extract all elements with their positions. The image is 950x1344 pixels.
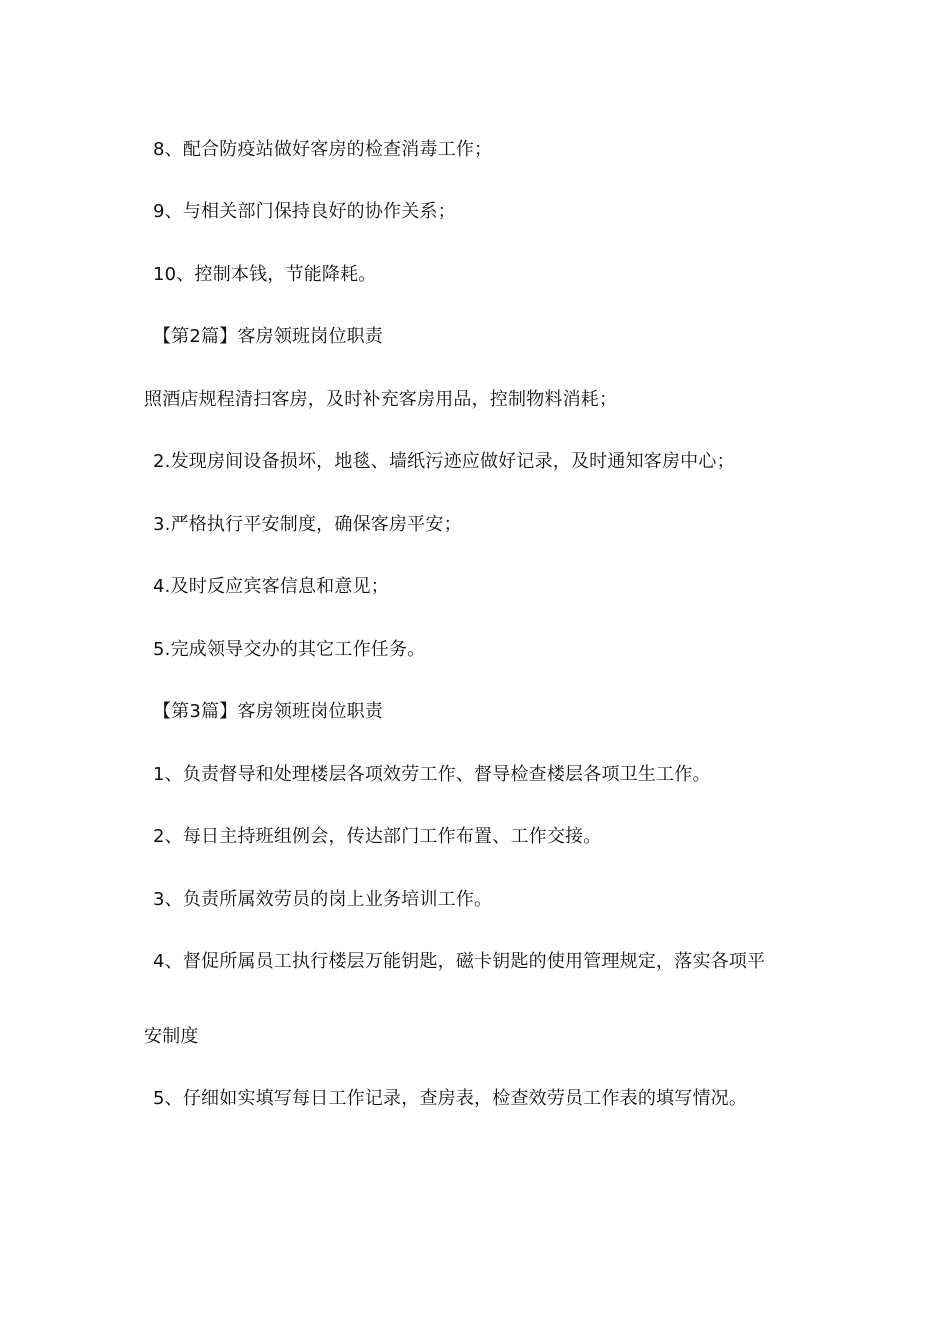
list-item-3: 3.严格执行平安制度，确保客房平安； bbox=[153, 514, 462, 535]
duty-item-4-continuation: 安制度 bbox=[144, 1026, 199, 1047]
section-heading-3: 【第3篇】客房领班岗位职责 bbox=[153, 701, 384, 722]
duty-item-5: 5、仔细如实填写每日工作记录，查房表，检查效劳员工作表的填写情况。 bbox=[153, 1088, 748, 1109]
list-item-4: 4.及时反应宾客信息和意见； bbox=[153, 576, 389, 597]
section-heading-2: 【第2篇】客房领班岗位职责 bbox=[153, 326, 384, 347]
list-item-9: 9、与相关部门保持良好的协作关系； bbox=[153, 201, 456, 222]
list-item-5: 5.完成领导交办的其它工作任务。 bbox=[153, 639, 426, 660]
duty-item-2: 2、每日主持班组例会，传达部门工作布置、工作交接。 bbox=[153, 826, 602, 847]
duty-item-4: 4、督促所属员工执行楼层万能钥匙，磁卡钥匙的使用管理规定，落实各项平 bbox=[153, 951, 766, 972]
paragraph-line: 照酒店规程清扫客房，及时补充客房用品，控制物料消耗； bbox=[144, 389, 618, 410]
list-item-2: 2.发现房间设备损坏，地毯、墙纸污迹应做好记录，及时通知客房中心； bbox=[153, 451, 735, 472]
list-item-8: 8、配合防疫站做好客房的检查消毒工作； bbox=[153, 139, 493, 160]
duty-item-3: 3、负责所属效劳员的岗上业务培训工作。 bbox=[153, 889, 493, 910]
duty-item-1: 1、负责督导和处理楼层各项效劳工作、督导检查楼层各项卫生工作。 bbox=[153, 764, 711, 785]
list-item-10: 10、控制本钱，节能降耗。 bbox=[153, 264, 377, 285]
